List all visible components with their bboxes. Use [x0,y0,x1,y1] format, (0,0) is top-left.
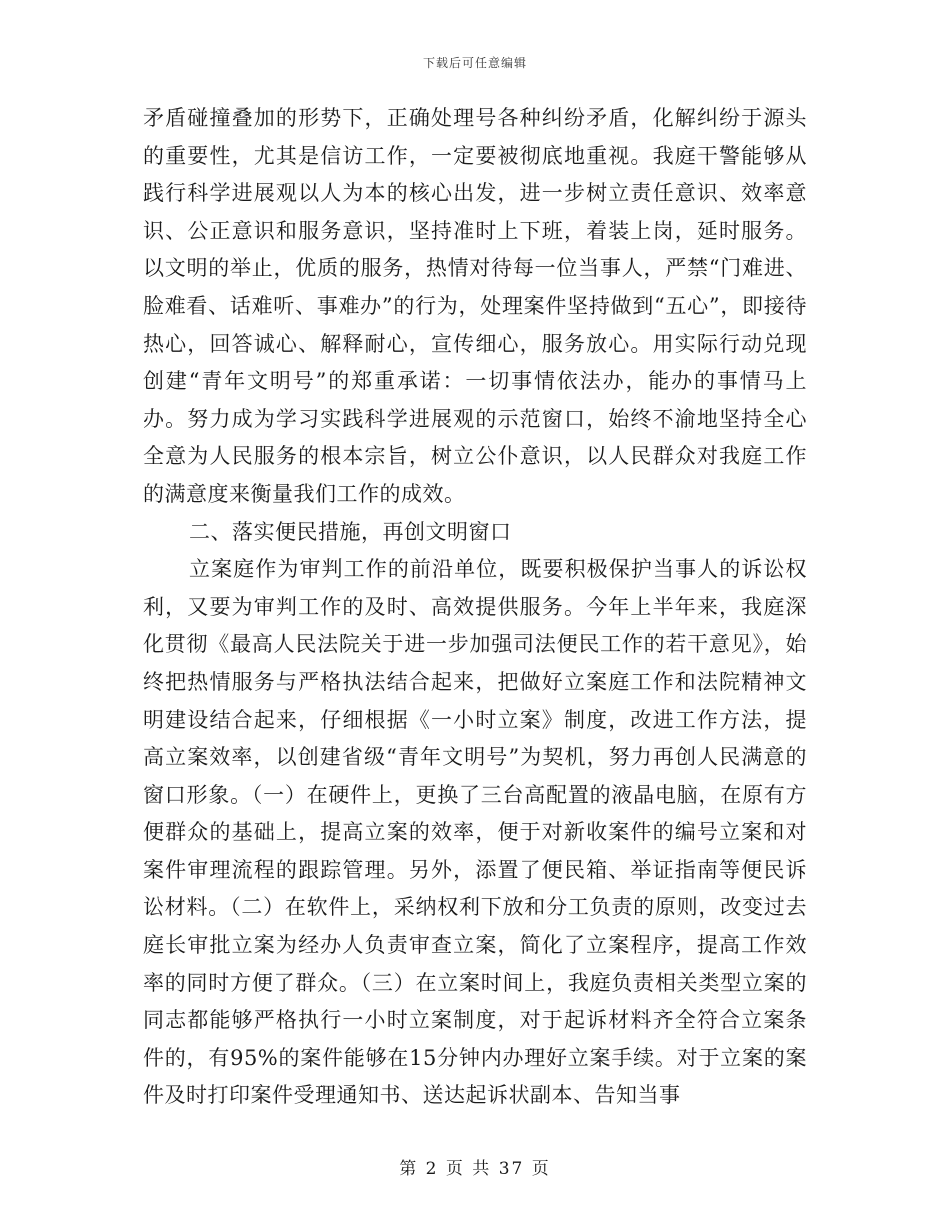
paragraph-body: 立案庭作为审判工作的前沿单位，既要积极保护当事人的诉讼权利，又要为审判工作的及时、高效提供服务。今年上半年来，我庭深化贯彻《最高人民法院关于进一步加强司法便民工作的若干意见》，始终把热情服务与严格执法结合起来，把做好立案庭工作和法院精神文明建设结合起来，仔细根据《一小时立案》制度，改进工作方法，提高立案效率，以创建省级“青年文明号”为契机，努力再创人民满意的窗口形象。（一）在硬件上，更换了三台高配置的液晶电脑，在原有方便群众的基础上，提高立案的效率，便于对新收案件的编号立案和对案件审理流程的跟踪管理。另外，添置了便民箱、举证指南等便民诉讼材料。（二）在软件上，采纳权利下放和分工负责的原则，改变过去庭长审批立案为经办人负责审查立案，简化了立案程序，提高工作效率的同时方便了群众。（三）在立案时间上，我庭负责相关类型立案的同志都能够严格执行一小时立案制度，对于起诉材料齐全符合立案条件的，有95%的案件能够在15分钟内办理好立案手续。对于立案的案件及时打印案件受理通知书、送达起诉状副本、告知当事 [143,557,807,1108]
section-heading: 二、落实便民措施，再创文明窗口 [189,519,512,544]
paragraph-continuation: 矛盾碰撞叠加的形势下，正确处理号各种纠纷矛盾，化解纠纷于源头的重要性，尤其是信访工作，一定要被彻底地重视。我庭干警能够从践行科学进展观以人为本的核心出发，进一步树立责任意识、效率意识、公正意识和服务意识，坚持准时上下班，着装上岗，延时服务。以文明的举止，优质的服务，热情对待每一位当事人，严禁“门难进、脸难看、话难听、事难办”的行为，处理案件坚持做到“五心”，即接待热心，回答诚心、解释耐心，宣传细心，服务放心。用实际行动兑现创建“青年文明号”的郑重承诺：一切事情依法办，能办的事情马上办。努力成为学习实践科学进展观的示范窗口，始终不渝地坚持全心全意为人民服务的根本宗旨，树立公仆意识，以人民群众对我庭工作的满意度来衡量我们工作的成效。 [143,106,807,506]
page-number-footer: 第 2 页 共 37 页 [399,1159,551,1179]
page-header: 下载后可任意编辑 [422,56,527,70]
document-body [143,100,807,1115]
